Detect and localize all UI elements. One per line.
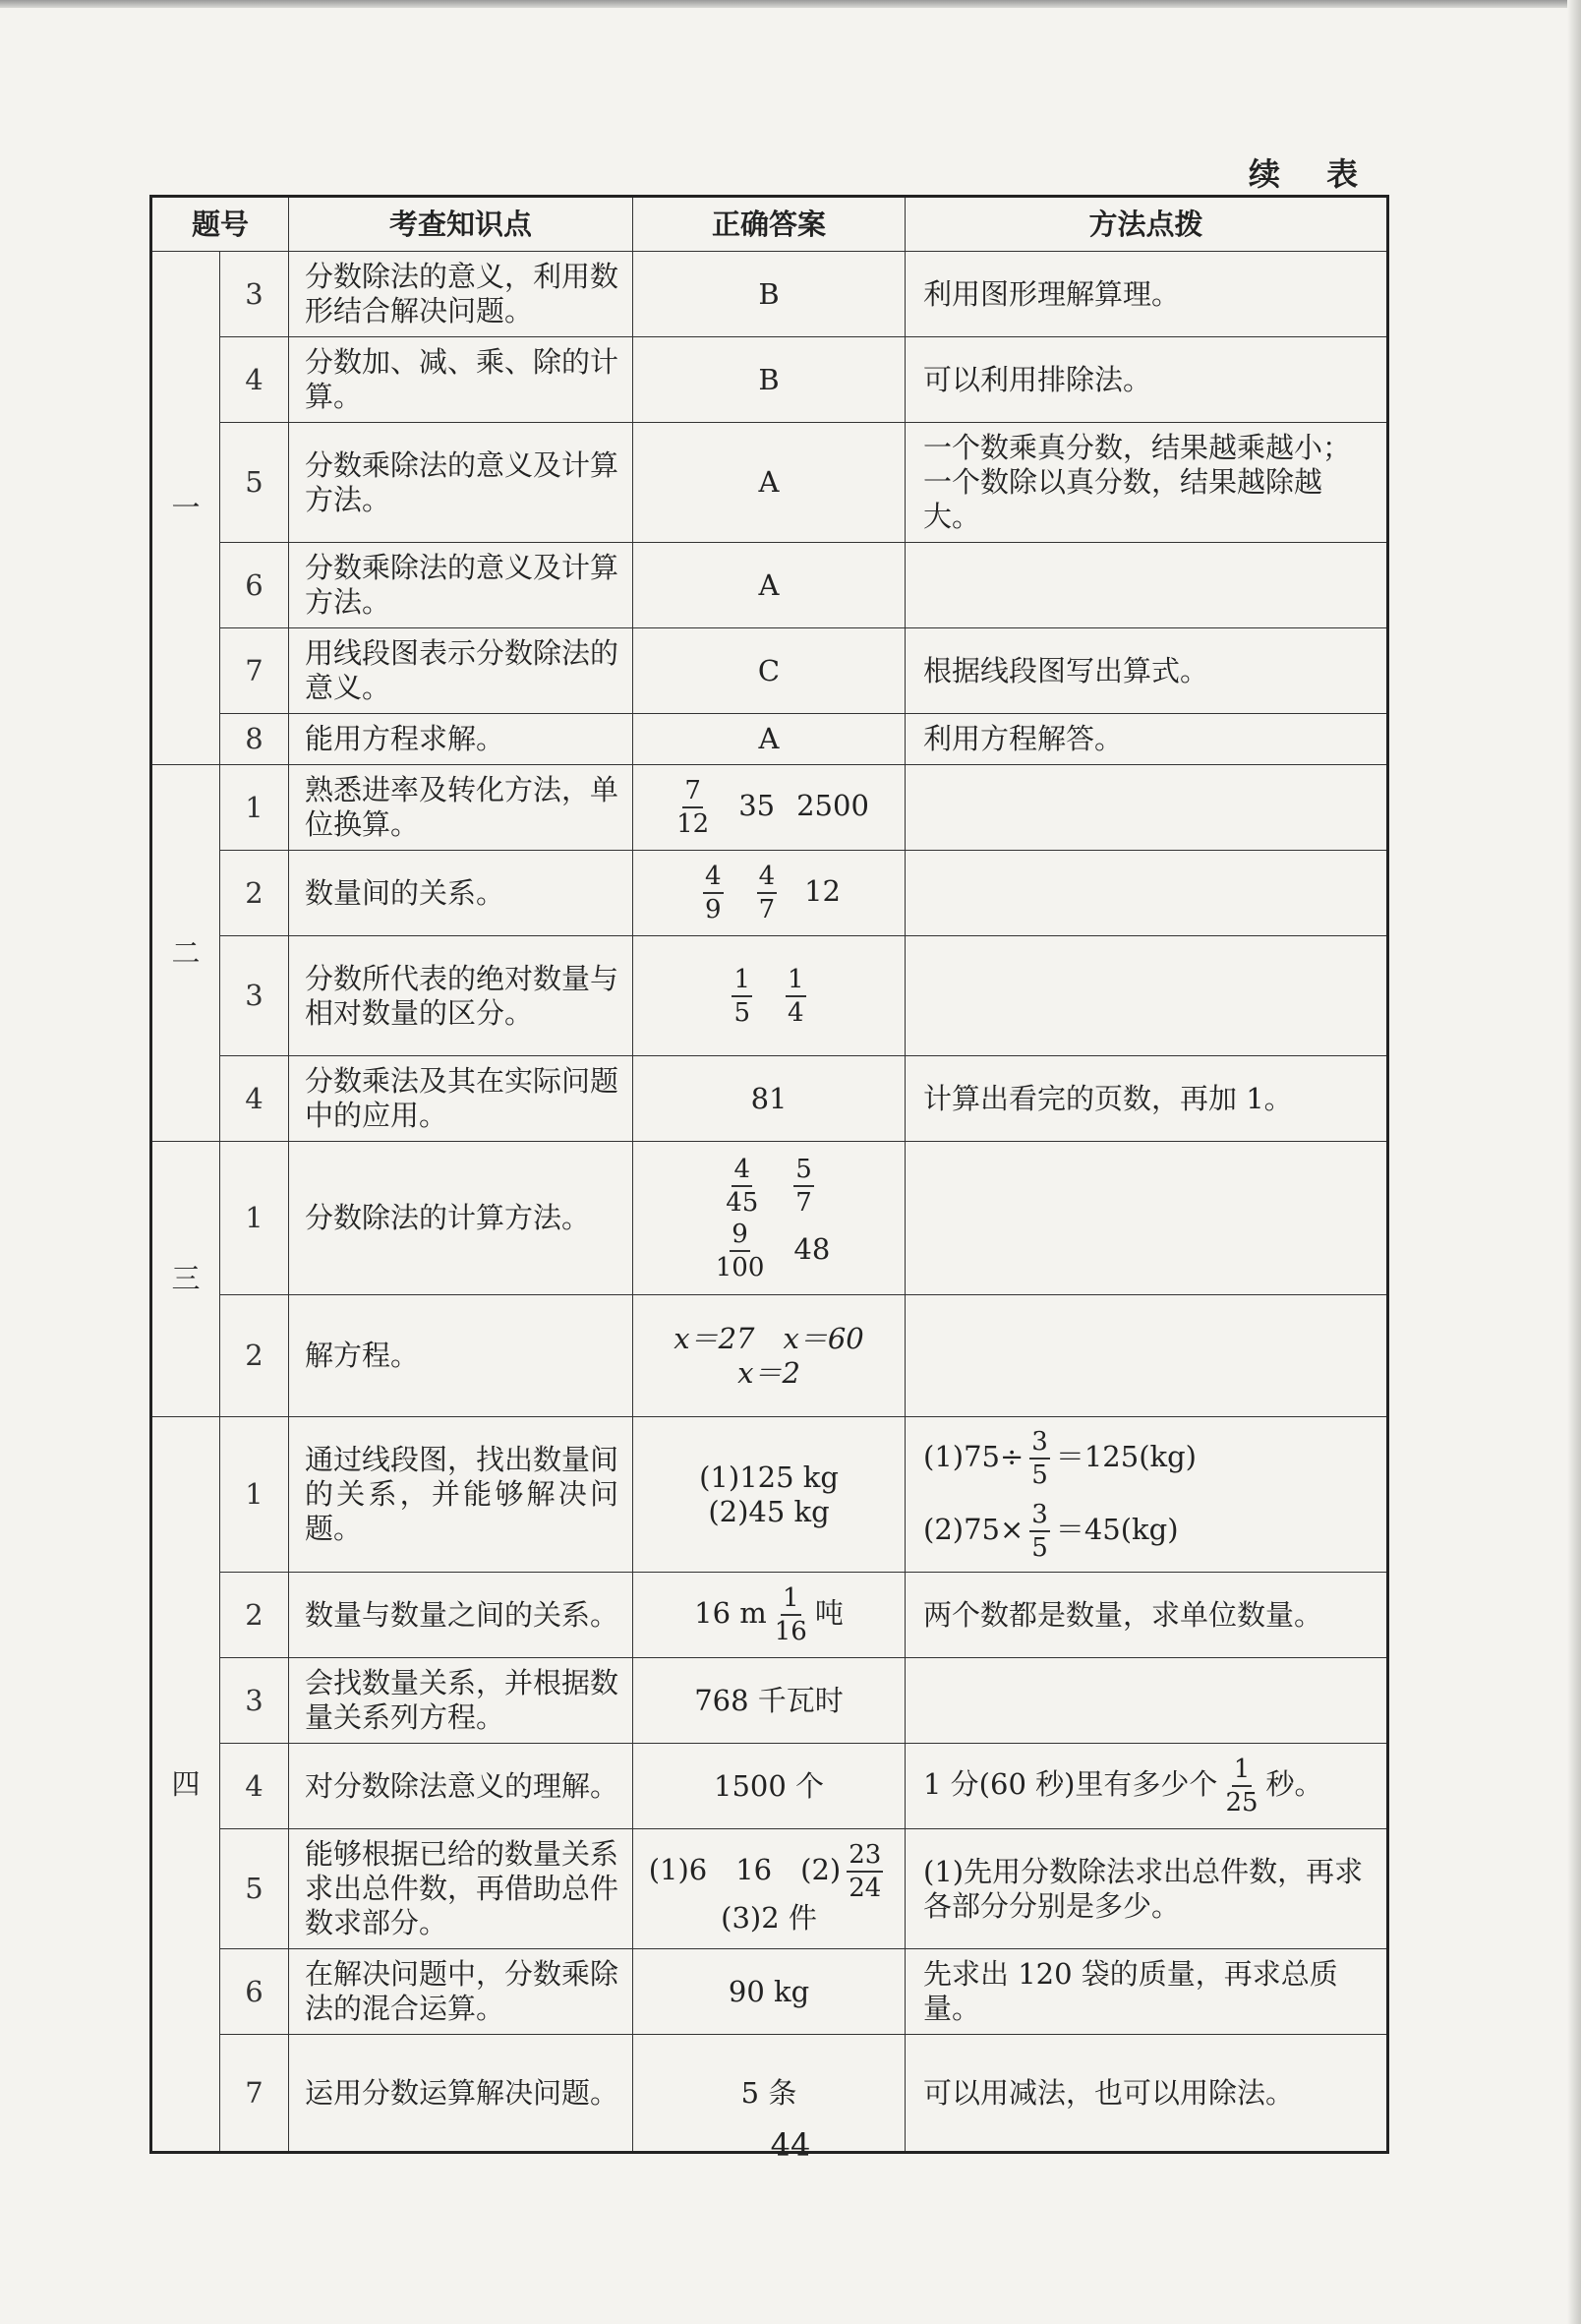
answer bbox=[633, 765, 906, 851]
method bbox=[906, 1142, 1388, 1295]
question-number: 6 bbox=[220, 543, 289, 628]
fraction bbox=[793, 1154, 814, 1218]
denominator: 24 bbox=[849, 1874, 882, 1903]
method-text: (1)75÷ bbox=[923, 1439, 1025, 1473]
numerator: 7 bbox=[682, 778, 703, 808]
numerator: 1 bbox=[732, 967, 752, 997]
method-text: ＝45(kg) bbox=[1055, 1512, 1179, 1546]
answer: A bbox=[633, 543, 906, 628]
answer-value: 2500 bbox=[796, 789, 869, 822]
answer: C bbox=[633, 628, 906, 714]
numerator: 4 bbox=[732, 1157, 752, 1187]
section-3: 三 bbox=[151, 1142, 220, 1417]
method: 可以利用排除法。 bbox=[906, 337, 1388, 423]
method bbox=[906, 1295, 1388, 1417]
table-row bbox=[151, 1658, 1388, 1744]
denominator: 5 bbox=[1031, 1460, 1048, 1490]
denominator: 100 bbox=[715, 1252, 765, 1282]
question-number: 1 bbox=[220, 765, 289, 851]
method bbox=[906, 1658, 1388, 1744]
knowledge-point: 在解决问题中，分数乘除法的混合运算。 bbox=[289, 1949, 633, 2035]
question-number: 3 bbox=[220, 1658, 289, 1744]
scan-edge-top bbox=[0, 0, 1581, 8]
answer bbox=[633, 1829, 906, 1949]
question-number: 6 bbox=[220, 1949, 289, 2035]
knowledge-point: 对分数除法意义的理解。 bbox=[289, 1744, 633, 1829]
fraction bbox=[674, 778, 711, 837]
method bbox=[906, 1417, 1388, 1573]
question-number: 4 bbox=[220, 337, 289, 423]
numerator: 9 bbox=[730, 1222, 750, 1252]
question-number: 4 bbox=[220, 1744, 289, 1829]
knowledge-point: 分数加、减、乘、除的计算。 bbox=[289, 337, 633, 423]
method-text: (2)75× bbox=[923, 1512, 1025, 1546]
answer-value: 16 m bbox=[694, 1596, 767, 1630]
answer: B bbox=[633, 337, 906, 423]
answer-value: 12 bbox=[804, 874, 842, 908]
numerator: 23 bbox=[847, 1842, 883, 1873]
answer bbox=[633, 1295, 906, 1417]
table-row bbox=[151, 628, 1388, 714]
knowledge-point: 运用分数运算解决问题。 bbox=[289, 2035, 633, 2153]
fraction bbox=[714, 1219, 767, 1282]
knowledge-point: 分数乘法及其在实际问题中的应用。 bbox=[289, 1056, 633, 1142]
fraction bbox=[703, 864, 724, 923]
answer-value: 48 bbox=[793, 1231, 831, 1266]
table-row bbox=[151, 543, 1388, 628]
answer: 768 千瓦时 bbox=[633, 1658, 906, 1744]
table-row bbox=[151, 851, 1388, 936]
denominator: 25 bbox=[1225, 1788, 1259, 1817]
table-row bbox=[151, 1417, 1388, 1573]
table-row bbox=[151, 1573, 1388, 1658]
table-row bbox=[151, 1949, 1388, 2035]
answer: 90 kg bbox=[633, 1949, 906, 2035]
answer-table bbox=[149, 195, 1389, 2154]
knowledge-point: 解方程。 bbox=[289, 1295, 633, 1417]
fraction bbox=[847, 1842, 883, 1901]
answer bbox=[633, 851, 906, 936]
table-row bbox=[151, 936, 1388, 1056]
question-number: 5 bbox=[220, 1829, 289, 1949]
denominator: 45 bbox=[726, 1187, 759, 1218]
question-number: 2 bbox=[220, 1573, 289, 1658]
knowledge-point: 数量间的关系。 bbox=[289, 851, 633, 936]
method-text: 秒。 bbox=[1265, 1767, 1323, 1801]
numerator: 1 bbox=[786, 967, 806, 997]
knowledge-point: 分数乘除法的意义及计算方法。 bbox=[289, 543, 633, 628]
method bbox=[906, 765, 1388, 851]
numerator: 5 bbox=[793, 1157, 814, 1187]
knowledge-point: 分数所代表的绝对数量与相对数量的区分。 bbox=[289, 936, 633, 1056]
section-4: 四 bbox=[151, 1417, 220, 2153]
table-row bbox=[151, 337, 1388, 423]
method: 利用方程解答。 bbox=[906, 714, 1388, 765]
knowledge-point: 用线段图表示分数除法的意义。 bbox=[289, 628, 633, 714]
answer: 81 bbox=[633, 1056, 906, 1142]
answer: 1500 个 bbox=[633, 1744, 906, 1829]
header-answer: 正确答案 bbox=[633, 197, 906, 252]
method bbox=[906, 1744, 1388, 1829]
header-row bbox=[151, 197, 1388, 252]
numerator: 1 bbox=[1232, 1757, 1253, 1787]
numerator: 1 bbox=[781, 1585, 801, 1616]
question-number: 1 bbox=[220, 1417, 289, 1573]
numerator: 3 bbox=[1029, 1429, 1050, 1460]
fraction bbox=[1223, 1757, 1259, 1816]
knowledge-point: 熟悉进率及转化方法，单位换算。 bbox=[289, 765, 633, 851]
question-number: 7 bbox=[220, 628, 289, 714]
method-text: 1 分(60 秒)里有多少个 bbox=[923, 1767, 1218, 1801]
method: 计算出看完的页数，再加 1。 bbox=[906, 1056, 1388, 1142]
header-knowledge: 考查知识点 bbox=[289, 197, 633, 252]
fraction bbox=[786, 964, 806, 1028]
method: 可以用减法，也可以用除法。 bbox=[906, 2035, 1388, 2153]
answer: 5 条 bbox=[633, 2035, 906, 2153]
method bbox=[906, 936, 1388, 1056]
method-text: ＝125(kg) bbox=[1055, 1439, 1197, 1473]
answer-line: x＝27 x＝60 bbox=[673, 1321, 864, 1355]
method: 根据线段图写出算式。 bbox=[906, 628, 1388, 714]
denominator: 4 bbox=[788, 997, 804, 1028]
fraction bbox=[757, 864, 778, 923]
method: 两个数都是数量，求单位数量。 bbox=[906, 1573, 1388, 1658]
question-number: 8 bbox=[220, 714, 289, 765]
table-row bbox=[151, 1295, 1388, 1417]
knowledge-point: 能用方程求解。 bbox=[289, 714, 633, 765]
question-number: 2 bbox=[220, 1295, 289, 1417]
denominator: 9 bbox=[705, 895, 722, 924]
answer-line: (3)2 件 bbox=[721, 1901, 817, 1935]
question-number: 4 bbox=[220, 1056, 289, 1142]
method: 利用图形理解算理。 bbox=[906, 252, 1388, 337]
answer bbox=[633, 1142, 906, 1295]
question-number: 1 bbox=[220, 1142, 289, 1295]
answer-line: (2)45 kg bbox=[708, 1494, 830, 1528]
section-2: 二 bbox=[151, 765, 220, 1142]
table-row bbox=[151, 252, 1388, 337]
denominator: 7 bbox=[758, 895, 776, 924]
answer: B bbox=[633, 252, 906, 337]
denominator: 5 bbox=[1031, 1532, 1048, 1563]
answer-value: 35 bbox=[738, 789, 776, 822]
answer: A bbox=[633, 714, 906, 765]
answer: A bbox=[633, 423, 906, 543]
table-row bbox=[151, 1056, 1388, 1142]
fraction bbox=[1029, 1426, 1050, 1490]
answer-value: 吨 bbox=[814, 1596, 844, 1630]
table-row bbox=[151, 1142, 1388, 1295]
answer bbox=[633, 1417, 906, 1573]
method: (1)先用分数除法求出总件数，再求各部分分别是多少。 bbox=[906, 1829, 1388, 1949]
answer bbox=[633, 936, 906, 1056]
denominator: 5 bbox=[733, 997, 751, 1028]
table-row bbox=[151, 1744, 1388, 1829]
table-row bbox=[151, 1829, 1388, 1949]
method: 先求出 120 袋的质量，再求总质量。 bbox=[906, 1949, 1388, 2035]
numerator: 4 bbox=[703, 864, 724, 894]
answer bbox=[633, 1573, 906, 1658]
fraction bbox=[773, 1585, 809, 1644]
header-question-no: 题号 bbox=[151, 197, 289, 252]
table-row bbox=[151, 765, 1388, 851]
method bbox=[906, 851, 1388, 936]
denominator: 16 bbox=[774, 1617, 807, 1646]
question-number: 3 bbox=[220, 936, 289, 1056]
scan-edge-right bbox=[1567, 0, 1581, 2324]
knowledge-point: 分数乘除法的意义及计算方法。 bbox=[289, 423, 633, 543]
fraction bbox=[732, 964, 752, 1028]
knowledge-point: 分数除法的意义，利用数形结合解决问题。 bbox=[289, 252, 633, 337]
knowledge-point: 通过线段图，找出数量间的关系，并能够解决问题。 bbox=[289, 1417, 633, 1573]
question-number: 2 bbox=[220, 851, 289, 936]
table-row bbox=[151, 714, 1388, 765]
question-number: 3 bbox=[220, 252, 289, 337]
knowledge-point: 分数除法的计算方法。 bbox=[289, 1142, 633, 1295]
knowledge-point: 能够根据已给的数量关系求出总件数，再借助总件数求部分。 bbox=[289, 1829, 633, 1949]
denominator: 7 bbox=[795, 1187, 812, 1218]
fraction bbox=[724, 1154, 760, 1218]
question-number: 5 bbox=[220, 423, 289, 543]
answer-line: x＝2 bbox=[737, 1355, 800, 1390]
denominator: 12 bbox=[676, 809, 710, 839]
method bbox=[906, 543, 1388, 628]
section-1: 一 bbox=[151, 252, 220, 765]
question-number: 7 bbox=[220, 2035, 289, 2153]
method: 一个数乘真分数，结果越乘越小；一个数除以真分数，结果越除越大。 bbox=[906, 423, 1388, 543]
knowledge-point: 会找数量关系，并根据数量关系列方程。 bbox=[289, 1658, 633, 1744]
page-number: 44 bbox=[770, 2126, 811, 2164]
numerator: 4 bbox=[757, 864, 778, 894]
fraction bbox=[1029, 1499, 1050, 1563]
header-method: 方法点拨 bbox=[906, 197, 1388, 252]
answer-value: (1)6 16 (2) bbox=[648, 1853, 842, 1886]
continued-label: 续 表 bbox=[1249, 155, 1376, 193]
answer-line: (1)125 kg bbox=[699, 1460, 839, 1494]
knowledge-point: 数量与数量之间的关系。 bbox=[289, 1573, 633, 1658]
table-row bbox=[151, 423, 1388, 543]
numerator: 3 bbox=[1029, 1502, 1050, 1532]
